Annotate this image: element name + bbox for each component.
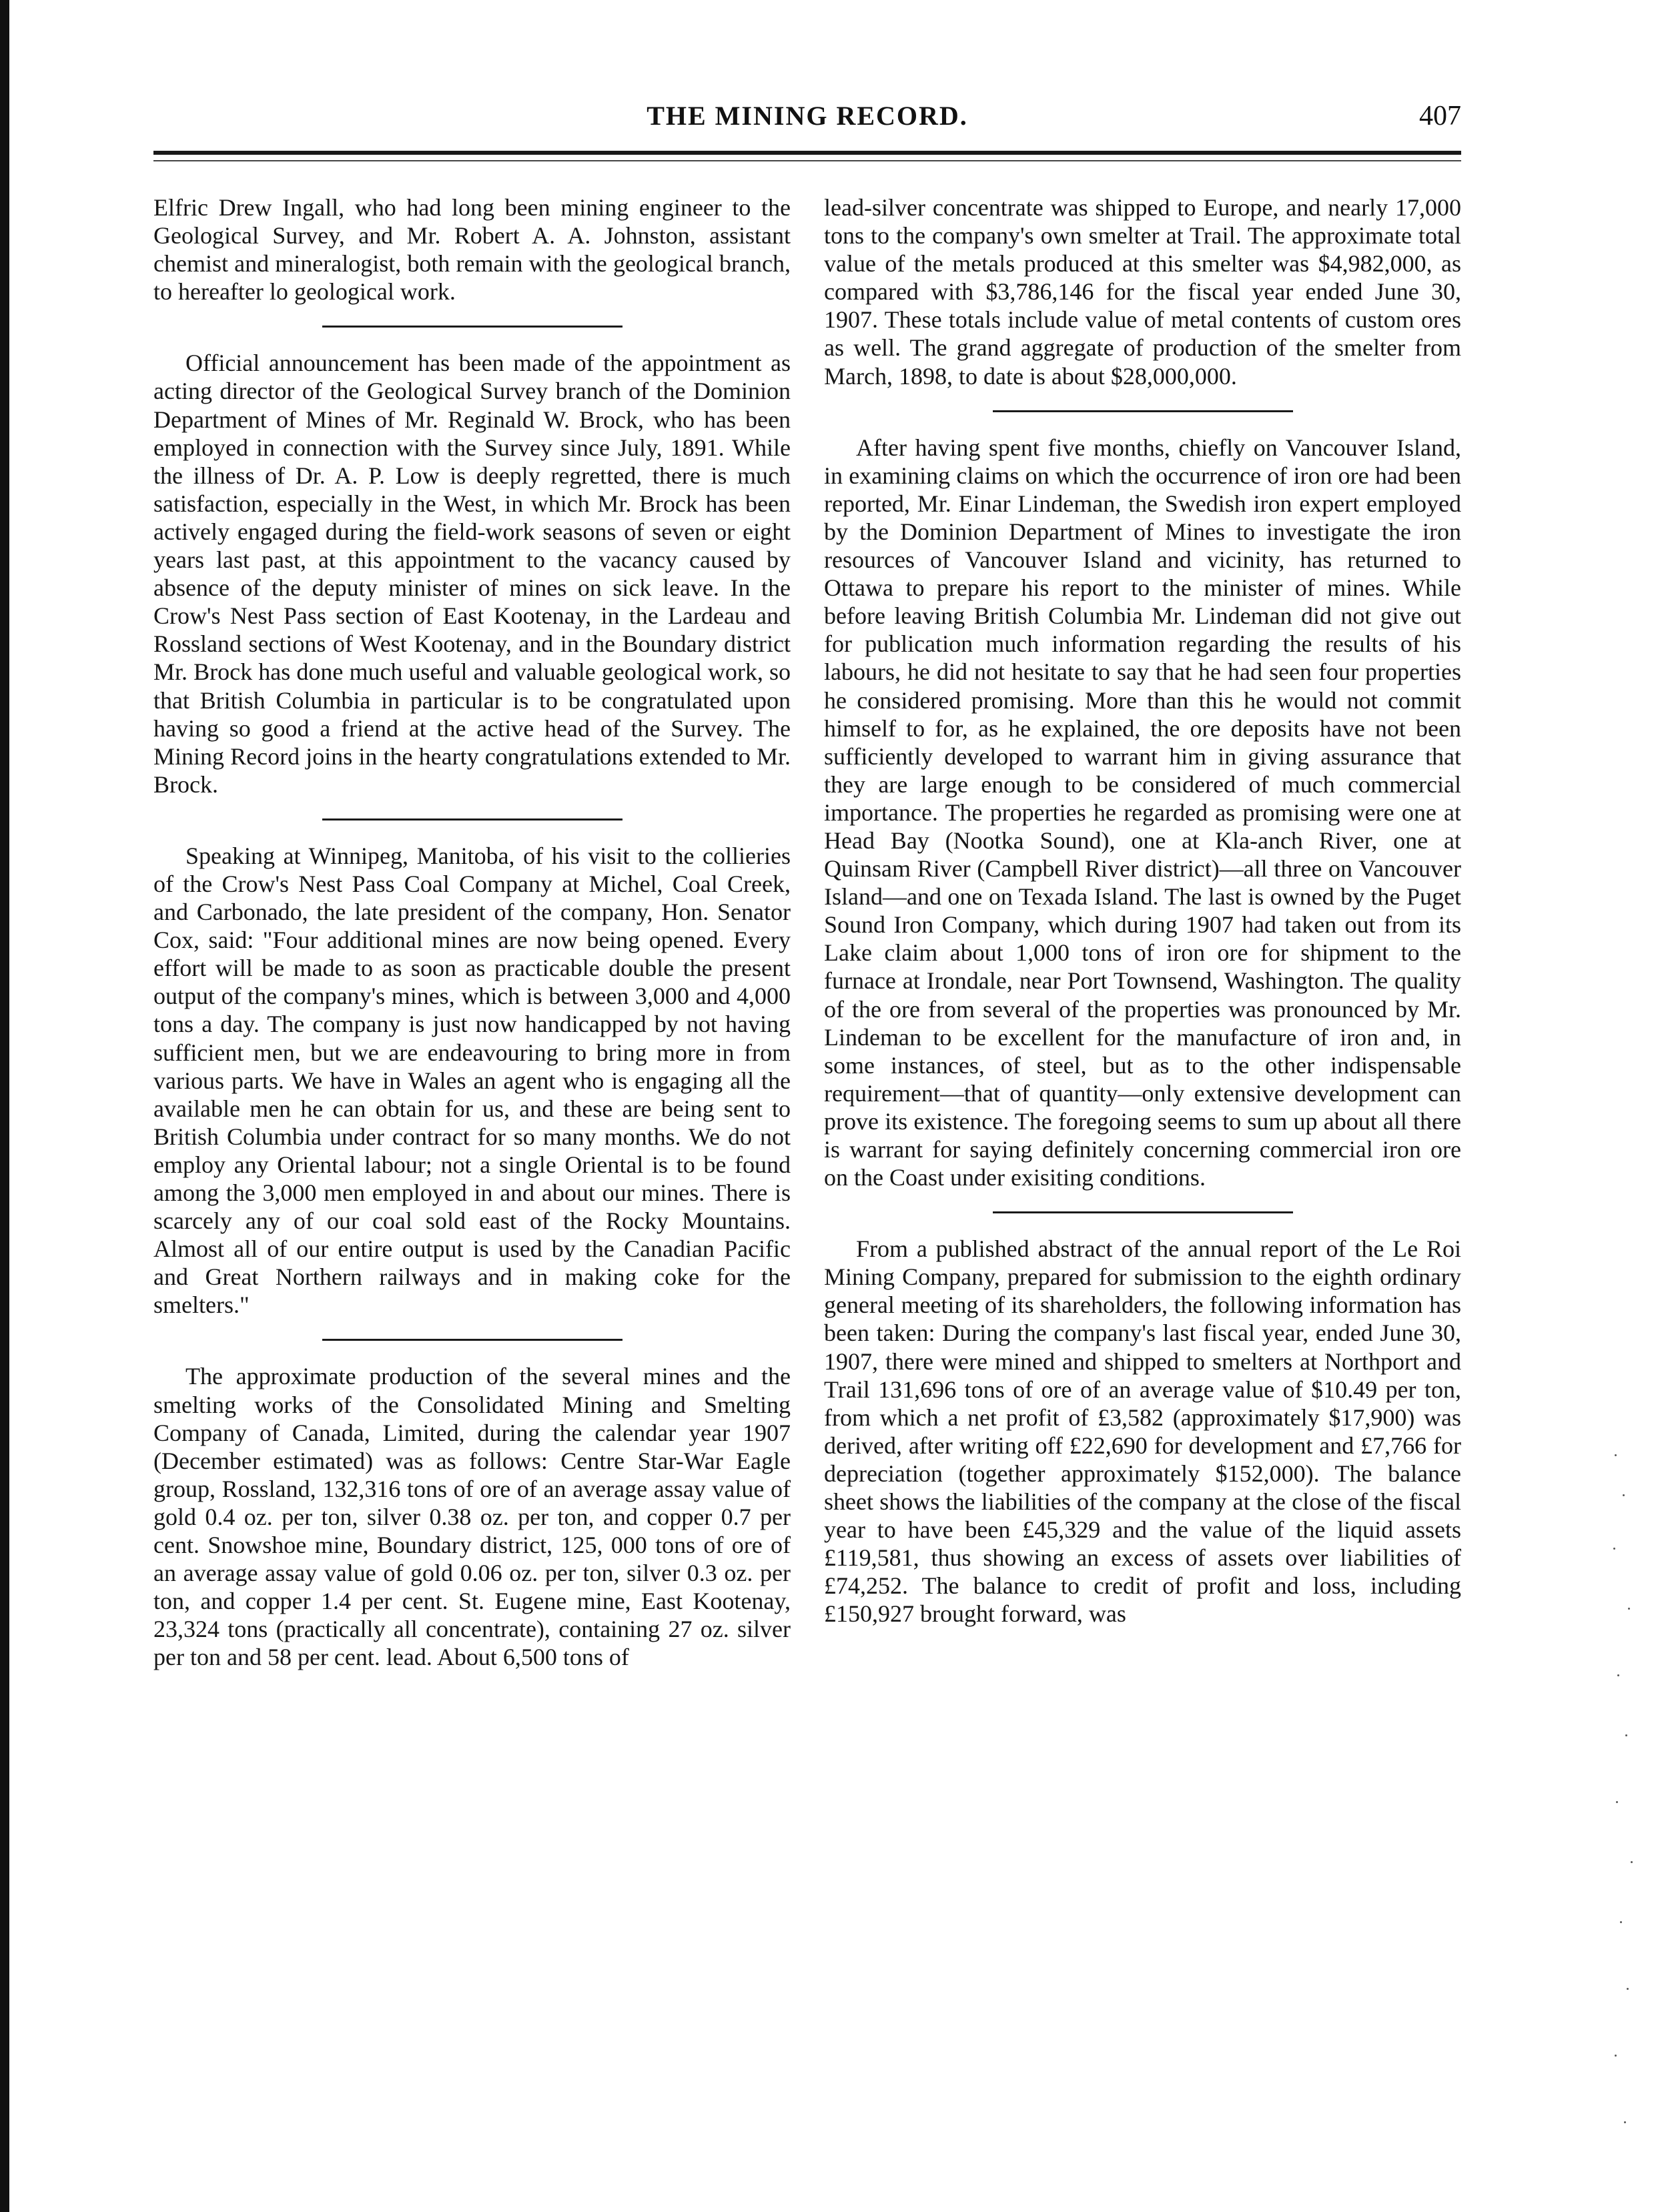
header-rule (153, 151, 1461, 155)
section-separator (993, 410, 1293, 412)
section-separator (322, 1339, 622, 1341)
section-separator (322, 818, 622, 820)
paragraph-ingall-johnston: Elfric Drew Ingall, who had long been mining engineer to the Geological Survey, and Mr. Robert A. A. Johnston, assistant chemist and mineralogist, both remain with the geological branch, to hereafter lo geological work. (153, 194, 791, 306)
paragraph-lindeman-iron: After having spent five months, chiefly on Vancouver Island, in examining claims on which the occurrence of iron ore had been reported, Mr. Einar Lindeman, the Swedish iron expert employed by the Dominion Department of Mines to investigate the iron resources of Vancouver Island and vicinity, has returned to Ottawa to prepare his report to the minister of mines. While before leaving British Columbia Mr. Lindeman did not give out for publication much information regarding the results of his labours, he did not hesitate to say that he had seen four properties he considered promising. More than this he would not commit himself to for, as he explained, the ore deposits have not been sufficiently developed to warrant him in giving assurance that they are large enough to be considered of much commercial importance. The properties he regarded as promising were one at Head Bay (Nootka Sound), one at Kla-anch River, one at Quinsam River (Campbell River district)—all three on Vancouver Island—and one on Texada Island. The last is owned by the Puget Sound Iron Company, which during 1907 had taken out from its Lake claim about 1,000 tons of iron ore for shipment to the furnace at Irondale, near Port Townsend, Washington. The quality of the ore from several of the properties was pronounced by Mr. Lindeman to be excellent for the manufacture of iron and, in some instances, of steel, but as to the other indispensable requirement—that of quantity—only extensive development can prove its existence. The foregoing seems to sum up about all there is warrant for saying definitely concerning commercial iron ore on the Coast under exisiting conditions. (824, 434, 1461, 1191)
page-number: 407 (1419, 101, 1461, 131)
header-rule-thin (153, 160, 1461, 161)
section-separator (993, 1211, 1293, 1213)
margin-specks (1608, 1454, 1641, 2188)
paragraph-le-roi-report: From a published abstract of the annual report of the Le Roi Mining Company, prepared for submission to the eighth ordinary general meeting of its shareholders, the following information has been taken: During the company's last fiscal year, ended June 30, 1907, there were mined and shipped to smelters at Northport and Trail 131,696 tons of ore of an average value of $10.49 per ton, from which a net profit of £3,582 (approximately $17,900) was derived, after writing off £22,690 for development and £7,766 for depreciation (together approximately $152,000). The balance sheet shows the liabilities of the company at the close of the fiscal year to have been £45,329 and the value of the liquid assets £119,581, thus showing an excess of assets over liabilities of £74,252. The balance to credit of profit and loss, including £150,927 brought forward, was (824, 1235, 1461, 1628)
section-separator (322, 326, 622, 328)
paragraph-senator-cox: Speaking at Winnipeg, Manitoba, of his visit to the collieries of the Crow's Nest Pass Coal Company at Michel, Coal Creek, and Carbonado, the late president of the company, Hon. Senator Cox, said: "Four additional mines are now being opened. Every effort will be made to as soon as practicable double the present output of the company's mines, which is between 3,000 and 4,000 tons a day. The company is just now handicapped by not having sufficient men, but we are endeavouring to bring more in from various parts. We have in Wales an agent who is engaging all the available men he can obtain for us, and these are being sent to British Columbia under contract for so many months. We do not employ any Oriental labour; not a single Oriental is to be found among the 3,000 men employed in and about our mines. There is scarcely any of our coal sold east of the Rocky Mountains. Almost all of our entire output is used by the Canadian Pacific and Great Northern railways and in making coke for the smelters." (153, 842, 791, 1319)
running-head (153, 100, 1461, 140)
journal-title: THE MINING RECORD. (647, 101, 968, 131)
binding-edge (0, 0, 9, 2212)
paragraph-consolidated-production: The approximate production of the several mines and the smelting works of the Consolidated Mining and Smelting Company of Canada, Limited, during the calendar year 1907 (December estimated) was as follows: Centre Star-War Eagle group, Rossland, 132,316 tons of ore of an average assay value of gold 0.4 oz. per ton, silver 0.38 oz. per ton, and copper 0.7 per cent. Snowshoe mine, Boundary district, 125, 000 tons of ore of an average assay value of gold 0.06 oz. per ton, silver 0.3 oz. per ton, and copper 1.4 per cent. St. Eugene mine, East Kootenay, 23,324 tons (practically all concentrate), containing 27 oz. silver per ton and 58 per cent. lead. About 6,500 tons of (153, 1363, 791, 1671)
paragraph-brock-appointment: Official announcement has been made of the appointment as acting director of the Geological Survey branch of the Dominion Department of Mines of Mr. Reginald W. Brock, who has been employed in connection with the Survey since July, 1891. While the illness of Dr. A. P. Low is deeply regretted, there is much satisfaction, especially in the West, in which Mr. Brock has been actively engaged during the field-work seasons of seven or eight years last past, at this appointment to the vacancy caused by absence of the deputy minister of mines on sick leave. In the Crow's Nest Pass section of East Kootenay, in the Lardeau and Rossland sections of West Kootenay, and in the Boundary district Mr. Brock has done much useful and valuable geological work, so that British Columbia in particular is to be congratulated upon having so good a friend at the active head of the Survey. The Mining Record joins in the hearty congratulations extended to Mr. Brock. (153, 350, 791, 798)
right-column (824, 193, 1461, 1628)
left-column (153, 193, 791, 1672)
paragraph-trail-smelter: lead-silver concentrate was shipped to Europe, and nearly 17,000 tons to the company's own smelter at Trail. The approximate total value of the metals produced at this smelter was $4,982,000, as compared with $3,786,146 for the fiscal year ended June 30, 1907. These totals include value of metal contents of custom ores as well. The grand aggregate of production of the smelter from March, 1898, to date is about $28,000,000. (824, 194, 1461, 390)
